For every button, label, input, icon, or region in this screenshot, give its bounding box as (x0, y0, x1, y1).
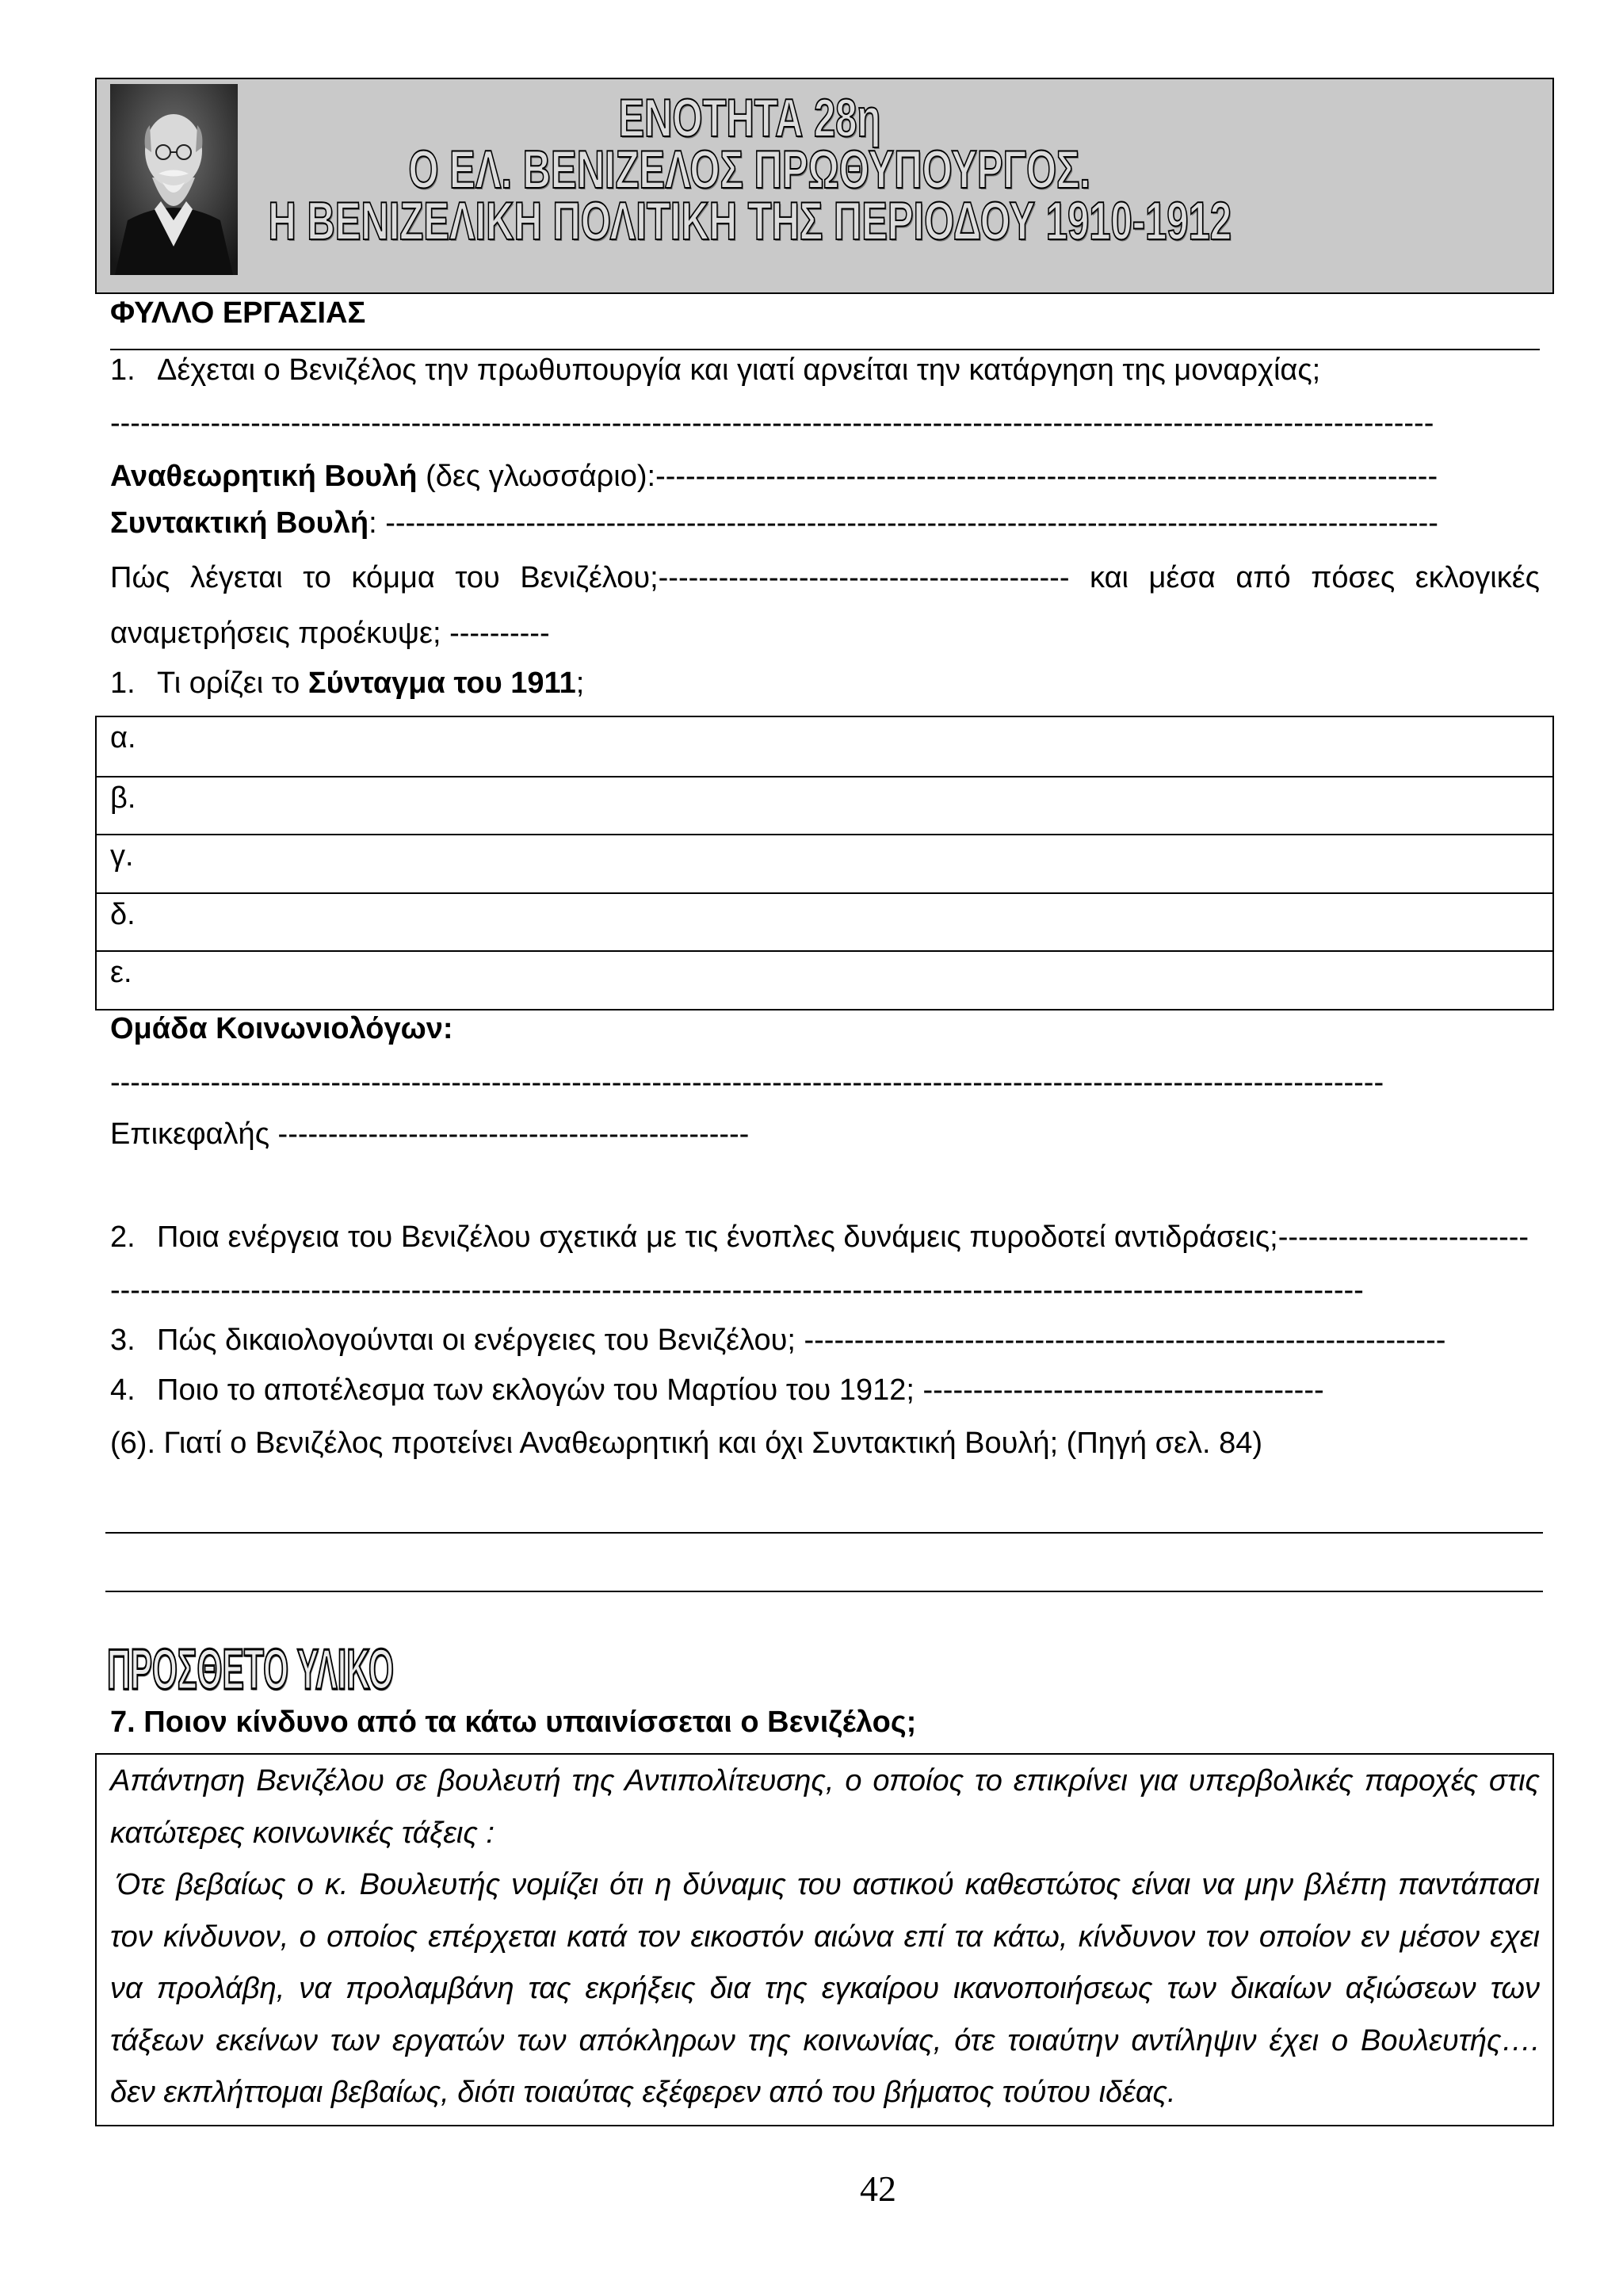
party-question-line-2 (110, 615, 1540, 651)
source-line-text: Απάντηση Βενιζέλου σε βουλευτή της Αντιπολίτευσης, ο οποίος το επικρίνει για υπερβολικές παροχές στις (110, 1764, 1540, 1797)
constitution-question (110, 665, 1540, 701)
source-line (110, 1815, 1540, 1851)
question-4 (110, 1372, 1540, 1408)
unit-title-line-1-text: ΕΝΟΤΗΤΑ 28η (618, 88, 881, 148)
question-3-number: 3. (110, 1324, 136, 1357)
question-2-answer-line (110, 1272, 1540, 1308)
question-1 (110, 352, 1540, 388)
question-4-number: 4. (110, 1373, 136, 1407)
page-number: 42 (860, 2168, 896, 2209)
table-row-label: β. (110, 781, 136, 815)
sociologists-group-label-text: Ομάδα Κοινωνιολόγων: (110, 1012, 453, 1045)
constituent-parliament-rest: : --------------------------------------------------------------------------------------------------------- (369, 506, 1438, 540)
source-line-text: κατώτερες κοινωνικές τάξεις : (110, 1816, 495, 1850)
constitution-question-after: ; (575, 667, 585, 700)
party-question-line-2-text: αναμετρήσεις προέκυψε; ---------- (110, 617, 550, 650)
question-1-text: Δέχεται ο Βενιζέλος την πρωθυπουργία και γιατί αρνείται την κατάργηση της μοναρχίας; (157, 353, 1321, 387)
question-1-answer-dashes: ------------------------------------------------------------------------------------------------------------------------------------ (110, 407, 1434, 440)
table-row-label: γ. (110, 839, 134, 873)
sociologists-group-label (110, 1010, 1540, 1047)
table-row (97, 950, 1552, 1009)
header-banner (95, 78, 1554, 294)
revision-parliament-rest: (δες γλωσσάριο):------------------------------------------------------------------------------ (417, 460, 1438, 493)
constituent-parliament-line (110, 505, 1540, 541)
table-row-label: δ. (110, 897, 136, 931)
question-3 (110, 1322, 1540, 1358)
question-2-text: Ποια ενέργεια του Βενιζέλου σχετικά με τις ένοπλες δυνάμεις πυροδοτεί αντιδράσεις;------------------------- (157, 1221, 1529, 1254)
table-row-label: α. (110, 721, 136, 755)
heading-divider (110, 349, 1540, 350)
constitution-question-number: 1. (110, 667, 136, 700)
source-line (110, 2074, 1540, 2111)
table-row (97, 776, 1552, 835)
unit-title-line-2 (36, 139, 1463, 200)
table-row (97, 892, 1552, 951)
worksheet-heading (110, 295, 1540, 331)
table-row (97, 834, 1552, 892)
question-4-text: Ποιο το αποτέλεσμα των εκλογών του Μαρτίου του 1912; ---------------------------------------- (157, 1373, 1324, 1407)
question-6 (110, 1425, 1540, 1461)
question-2-answer-dashes: ----------------------------------------------------------------------------------------------------------------------------- (110, 1274, 1364, 1307)
unit-title-line-3-text: Η ΒΕΝΙΖΕΛΙΚΗ ΠΟΛΙΤΙΚΗ ΤΗΣ ΠΕΡΙΟΔΟΥ 1910-1912 (268, 191, 1232, 251)
source-line-text: δεν εκπλήττομαι βεβαίως, διότι τοιαύτας εξέφερεν από του βήματος τούτου ιδέας. (110, 2076, 1176, 2109)
source-line-text: τον κίνδυνον, ο οποίος επέρχεται κατά τον εικοστόν αιώνα επί τα κάτω, κίνδυνον τον οποίον εν μέσον εχει (110, 1920, 1540, 1954)
answer-rule-1 (105, 1532, 1543, 1534)
constitution-question-content (157, 665, 584, 701)
question-2-number: 2. (110, 1221, 136, 1254)
question-6-text: (6). Γιατί ο Βενιζέλος προτείνει Αναθεωρητική και όχι Συντακτική Βουλή; (Πηγή σελ. 84) (110, 1427, 1263, 1460)
additional-material-heading-text: ΠΡΟΣΘΕΤΟ ΥΛΙΚΟ (107, 1638, 394, 1702)
source-line-text: τάξεων εκείνων των εργατών των απόκληρων της κοινωνίας, ότε τοιαύτην αντίληψιν έχει ο Βουλευτής…. (110, 2023, 1540, 2057)
sociologists-answer-dashes: ------------------------------------------------------------------------------------------------------------------------------- (110, 1066, 1384, 1099)
question-7-text: 7. Ποιον κίνδυνο από τα κάτω υπαινίσσεται ο Βενιζέλος; (110, 1706, 917, 1739)
source-line (110, 2023, 1540, 2059)
source-line (110, 1970, 1540, 2007)
question-1-number: 1. (110, 353, 136, 387)
revision-parliament-label: Αναθεωρητική Βουλή (110, 460, 418, 493)
source-line (110, 1763, 1540, 1799)
source-quote-box (95, 1753, 1554, 2126)
answer-rule-2 (105, 1591, 1543, 1592)
constitution-question-bold: Σύνταγμα του 1911 (307, 667, 576, 700)
source-line-text: να προλάβη, να προλαμβάνη τας εκρήξεις δια της εγκαίρου ικανοποιήσεως των δικαίων αξιώσεων των (110, 1972, 1540, 2005)
question-1-answer-line (110, 405, 1540, 441)
constitution-answer-table (95, 716, 1554, 1010)
unit-title-line-2-text: Ο ΕΛ. ΒΕΝΙΖΕΛΟΣ ΠΡΩΘΥΠΟΥΡΓΟΣ. (408, 139, 1091, 200)
group-leader-line (110, 1116, 1540, 1152)
constitution-question-before: Τι ορίζει το (157, 667, 308, 700)
revision-parliament-content (110, 458, 1438, 495)
group-leader-text: Επικεφαλής ----------------------------------------------- (110, 1117, 750, 1151)
source-line (110, 1919, 1540, 1955)
unit-title-line-1 (36, 90, 1463, 146)
source-line-text: Ότε βεβαίως ο κ. Βουλευτής νομίζει ότι η δύναμις του αστικού καθεστώτος είναι να μην βλέπη παντάπασι (116, 1868, 1540, 1901)
sociologists-answer-line (110, 1064, 1540, 1101)
party-question-line-1 (110, 560, 1540, 596)
constituent-parliament-label: Συντακτική Βουλή (110, 506, 369, 540)
party-question-line-1-text: Πώς λέγεται το κόμμα του Βενιζέλου;----------------------------------------- και μέσα από πόσες εκλογικές (110, 561, 1540, 594)
question-3-text: Πώς δικαιολογούνται οι ενέργειες του Βενιζέλου; ---------------------------------------------------------------- (157, 1324, 1446, 1357)
revision-parliament-line (110, 458, 1540, 495)
question-2 (110, 1219, 1540, 1255)
worksheet-heading-text: ΦΥΛΛΟ ΕΡΓΑΣΙΑΣ (110, 296, 366, 330)
additional-material-heading (107, 1638, 610, 1702)
source-line (116, 1866, 1540, 1903)
question-7 (110, 1704, 1540, 1740)
constituent-parliament-content (110, 505, 1438, 541)
table-row-label: ε. (110, 956, 132, 990)
table-row (97, 717, 1552, 776)
unit-title-line-3 (36, 193, 1463, 249)
